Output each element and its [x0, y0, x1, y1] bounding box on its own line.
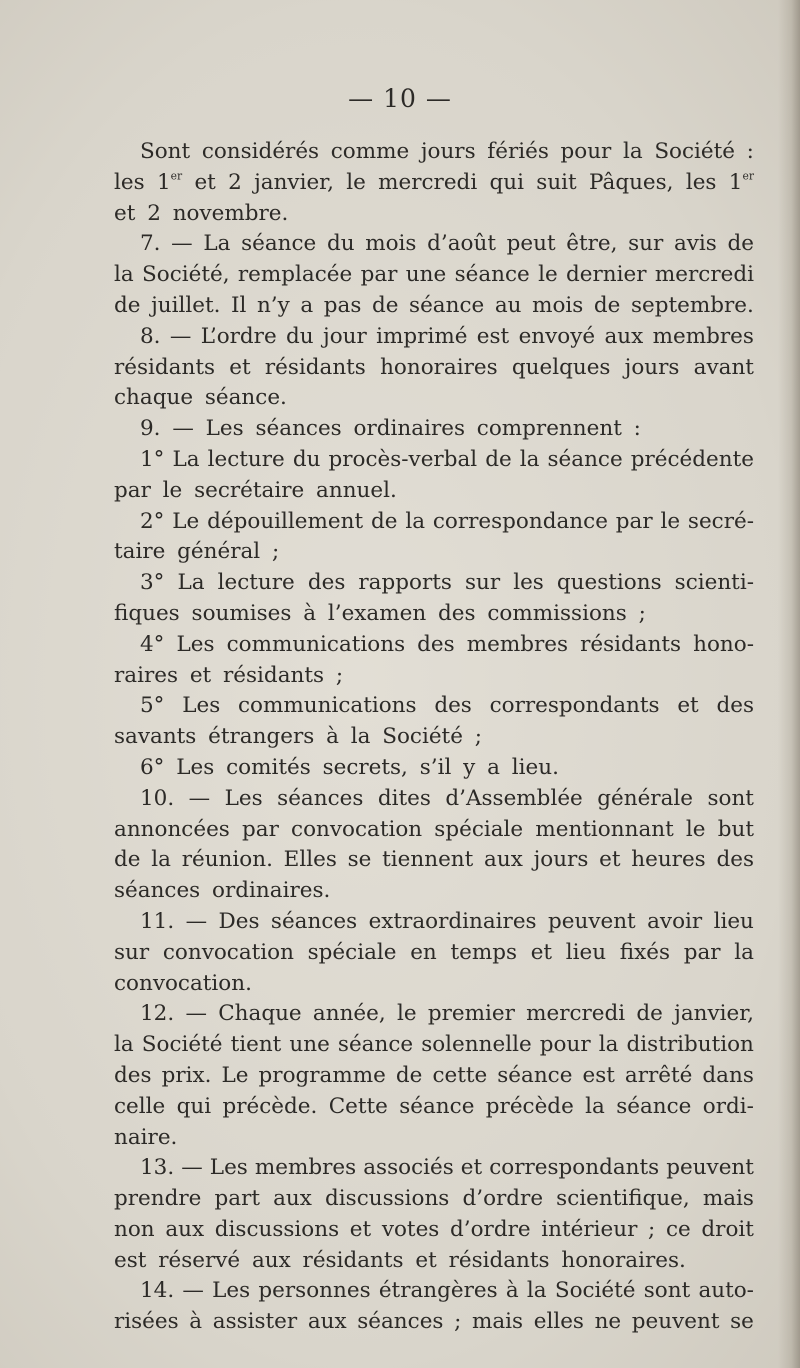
text-line: la Société tient une séance solennelle pour la distribution — [114, 1032, 754, 1058]
text-line: 14. — Les personnes étrangères à la Société sont auto- — [140, 1278, 754, 1304]
text-line: taire général ; — [114, 539, 280, 565]
text-line: celle qui précède. Cette séance précède la séance ordi- — [114, 1093, 754, 1119]
text-line: naire. — [114, 1124, 178, 1150]
text-line: la Société, remplacée par une séance le dernier mercredi — [114, 262, 754, 288]
text-line: les 1er et 2 janvier, le mercredi qui suit Pâques, les 1er — [114, 169, 754, 195]
page-edge-shadow — [778, 0, 800, 1368]
text-line: 4° Les communications des membres résidants hono- — [140, 631, 754, 657]
text-line: 3° La lecture des rapports sur les questions scienti- — [140, 570, 754, 596]
text-line: savants étrangers à la Société ; — [114, 724, 482, 750]
text-line: 1° La lecture du procès-verbal de la séance précédente — [140, 446, 754, 472]
text-line: raires et résidants ; — [114, 662, 344, 688]
text-line: convocation. — [114, 970, 252, 996]
text-line: 8. — L’ordre du jour imprimé est envoyé aux membres — [140, 323, 754, 349]
text-line: par le secrétaire annuel. — [114, 477, 397, 503]
body-text — [114, 137, 754, 1338]
text-line: résidants et résidants honoraires quelques jours avant — [114, 354, 754, 380]
text-line: annoncées par convocation spéciale mentionnant le but — [114, 816, 754, 842]
text-line: 9. — Les séances ordinaires comprennent : — [140, 416, 641, 442]
text-line: non aux discussions et votes d’ordre intérieur ; ce droit — [114, 1216, 754, 1242]
text-line: est réservé aux résidants et résidants honoraires. — [114, 1247, 686, 1273]
text-line: sur convocation spéciale en temps et lieu fixés par la — [114, 939, 754, 965]
text-line: risées à assister aux séances ; mais elles ne peuvent se — [114, 1309, 754, 1335]
text-line: et 2 novembre. — [114, 200, 289, 226]
text-line: de juillet. Il n’y a pas de séance au mois de septembre. — [114, 292, 754, 318]
text-line: fiques soumises à l’examen des commissions ; — [114, 600, 646, 626]
text-line: chaque séance. — [114, 385, 287, 411]
text-line: de la réunion. Elles se tiennent aux jours et heures des — [114, 847, 754, 873]
text-line: 6° Les comités secrets, s’il y a lieu. — [140, 754, 559, 780]
text-line: prendre part aux discussions d’ordre scientifique, mais — [114, 1186, 754, 1212]
page-number-header: — 10 — — [348, 84, 452, 113]
text-line: 10. — Les séances dites d’Assemblée générale sont — [140, 785, 754, 811]
text-line: 2° Le dépouillement de la correspondance par le secré- — [140, 508, 754, 534]
text-line: Sont considérés comme jours fériés pour la Société : — [140, 139, 754, 164]
text-line: 12. — Chaque année, le premier mercredi de janvier, — [140, 1001, 754, 1027]
text-line: 7. — La séance du mois d’août peut être, sur avis de — [140, 231, 754, 257]
text-line: 5° Les communications des correspondants et des — [140, 693, 754, 719]
text-line: 13. — Les membres associés et correspondants peuvent — [140, 1155, 754, 1181]
text-line: des prix. Le programme de cette séance est arrêté dans — [114, 1062, 754, 1088]
text-line: séances ordinaires. — [114, 878, 331, 904]
text-line: 11. — Des séances extraordinaires peuvent avoir lieu — [140, 908, 754, 934]
